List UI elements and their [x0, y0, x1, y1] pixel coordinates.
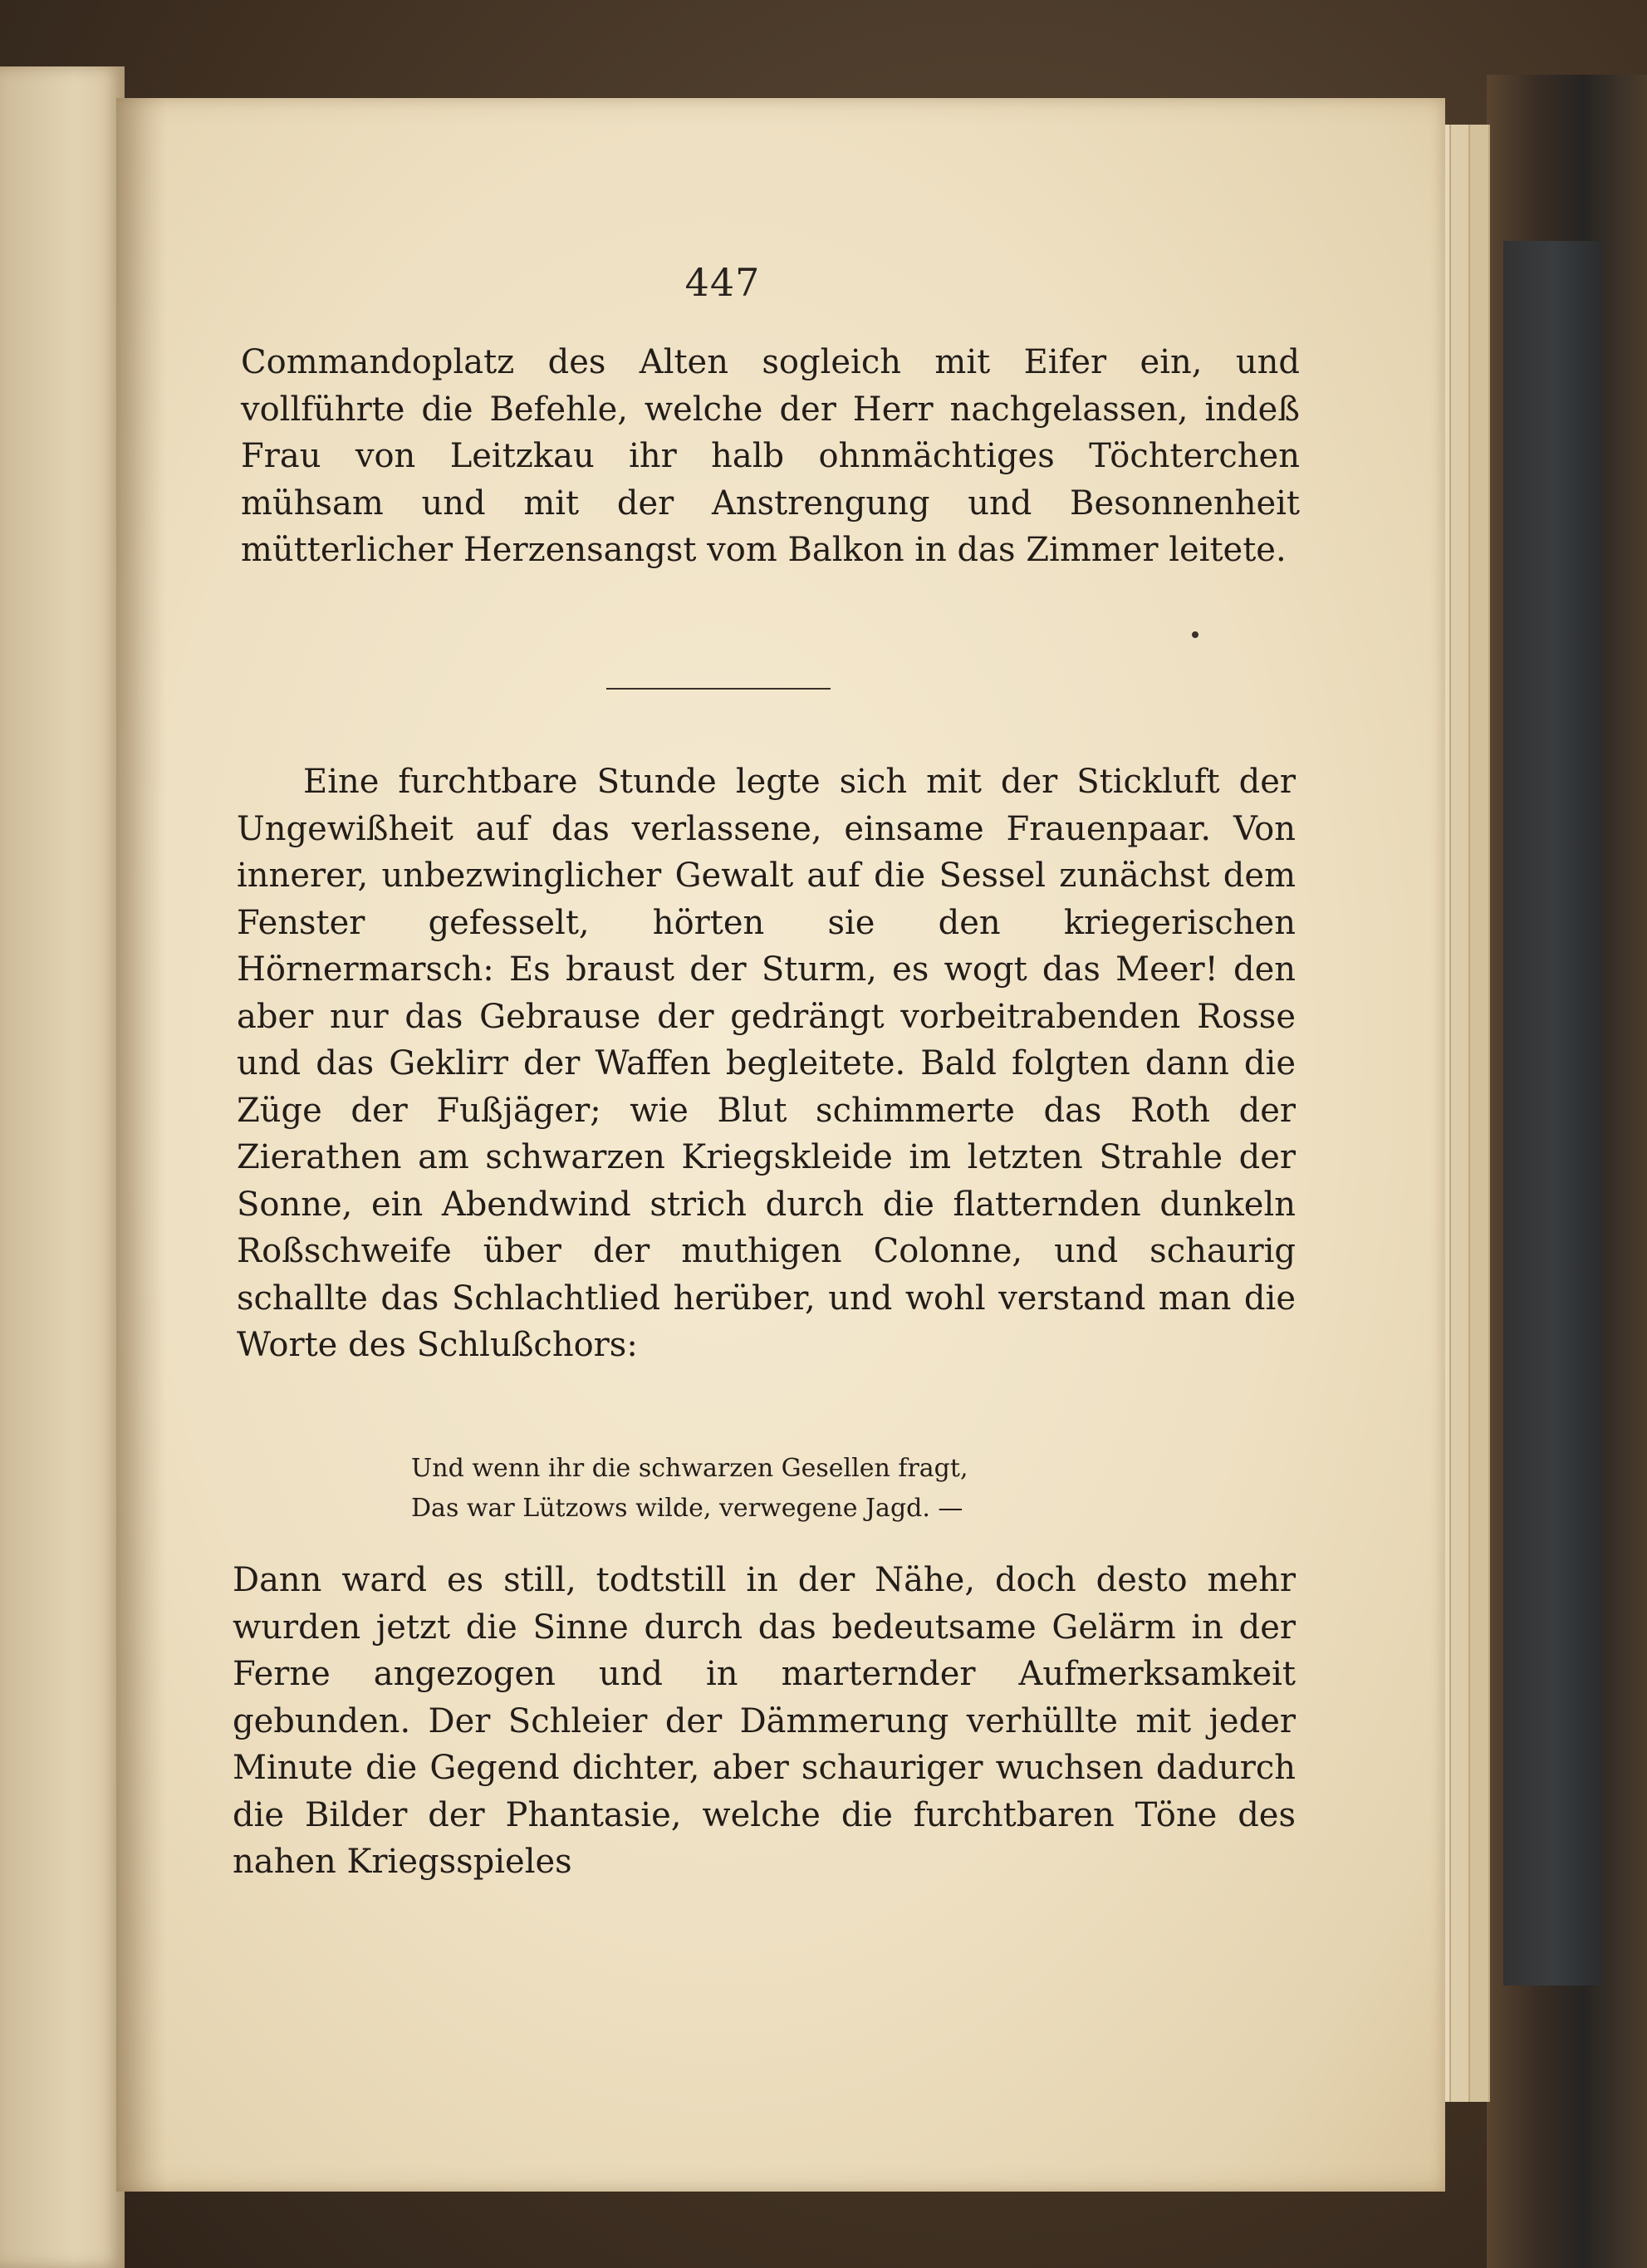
- paragraph-main: Eine furchtbare Stunde legte sich mit der Stickluft der Ungewißheit auf das verlassene, einsame Frauenpaar. Von innerer, unbezwinglicher Gewalt auf die Sessel zunächst dem Fenster gefesselt, hörten sie den kriegerischen Hörnermarsch: Es braust der Sturm, es wogt das Meer! den aber nur das Gebrause der gedrängt vorbeitrabenden Rosse und das Geklirr der Waffen begleitete. Bald folgten dann die Züge der Fußjäger; wie Blut schimmerte das Roth der Zierathen am schwarzen Kriegskleide im letzten Strahle der Sonne, ein Abendwind strich durch die flatternden dunkeln Roßschweife über der muthigen Colonne, und schaurig schallte das Schlachtlied herüber, und wohl verstand man die Worte des Schlußchors:: [237, 763, 1296, 1364]
- section-divider: [606, 688, 831, 690]
- page-number: 447: [684, 260, 761, 305]
- paragraph-continuation: Commandoplatz des Alten sogleich mit Eifer ein, und vollführte die Befehle, welche der Herr nachgelassen, indeß Frau von Leitzkau ihr halb ohnmächtiges Töchterchen mühsam und mit der Anstrengung und Besonnenheit mütterlicher Herzensangst vom Balkon in das Zimmer leitete.: [241, 343, 1300, 569]
- cover-spine-band: [1503, 241, 1603, 1986]
- ink-spot: [1192, 631, 1198, 638]
- verse-quote: [411, 1449, 1159, 1529]
- book-page: [116, 98, 1445, 2192]
- facing-page-edge: [0, 66, 125, 2268]
- gutter-shadow: [116, 98, 166, 2192]
- verse-line: Und wenn ihr die schwarzen Gesellen fragt,: [411, 1454, 968, 1483]
- verse-line: Das war Lützows wilde, verwegene Jagd. —: [411, 1494, 963, 1523]
- paragraph-final: Dann ward es still, todtstill in der Nähe, doch desto mehr wurden jetzt die Sinne durch das bedeutsame Gelärm in der Ferne angezogen und in marternder Aufmerksamkeit gebunden. Der Schleier der Dämmerung verhüllte mit jeder Minute die Gegend dichter, aber schauriger wuchsen dadurch die Bilder der Phantasie, welche die furchtbaren Töne des nahen Kriegsspieles: [233, 1561, 1296, 1881]
